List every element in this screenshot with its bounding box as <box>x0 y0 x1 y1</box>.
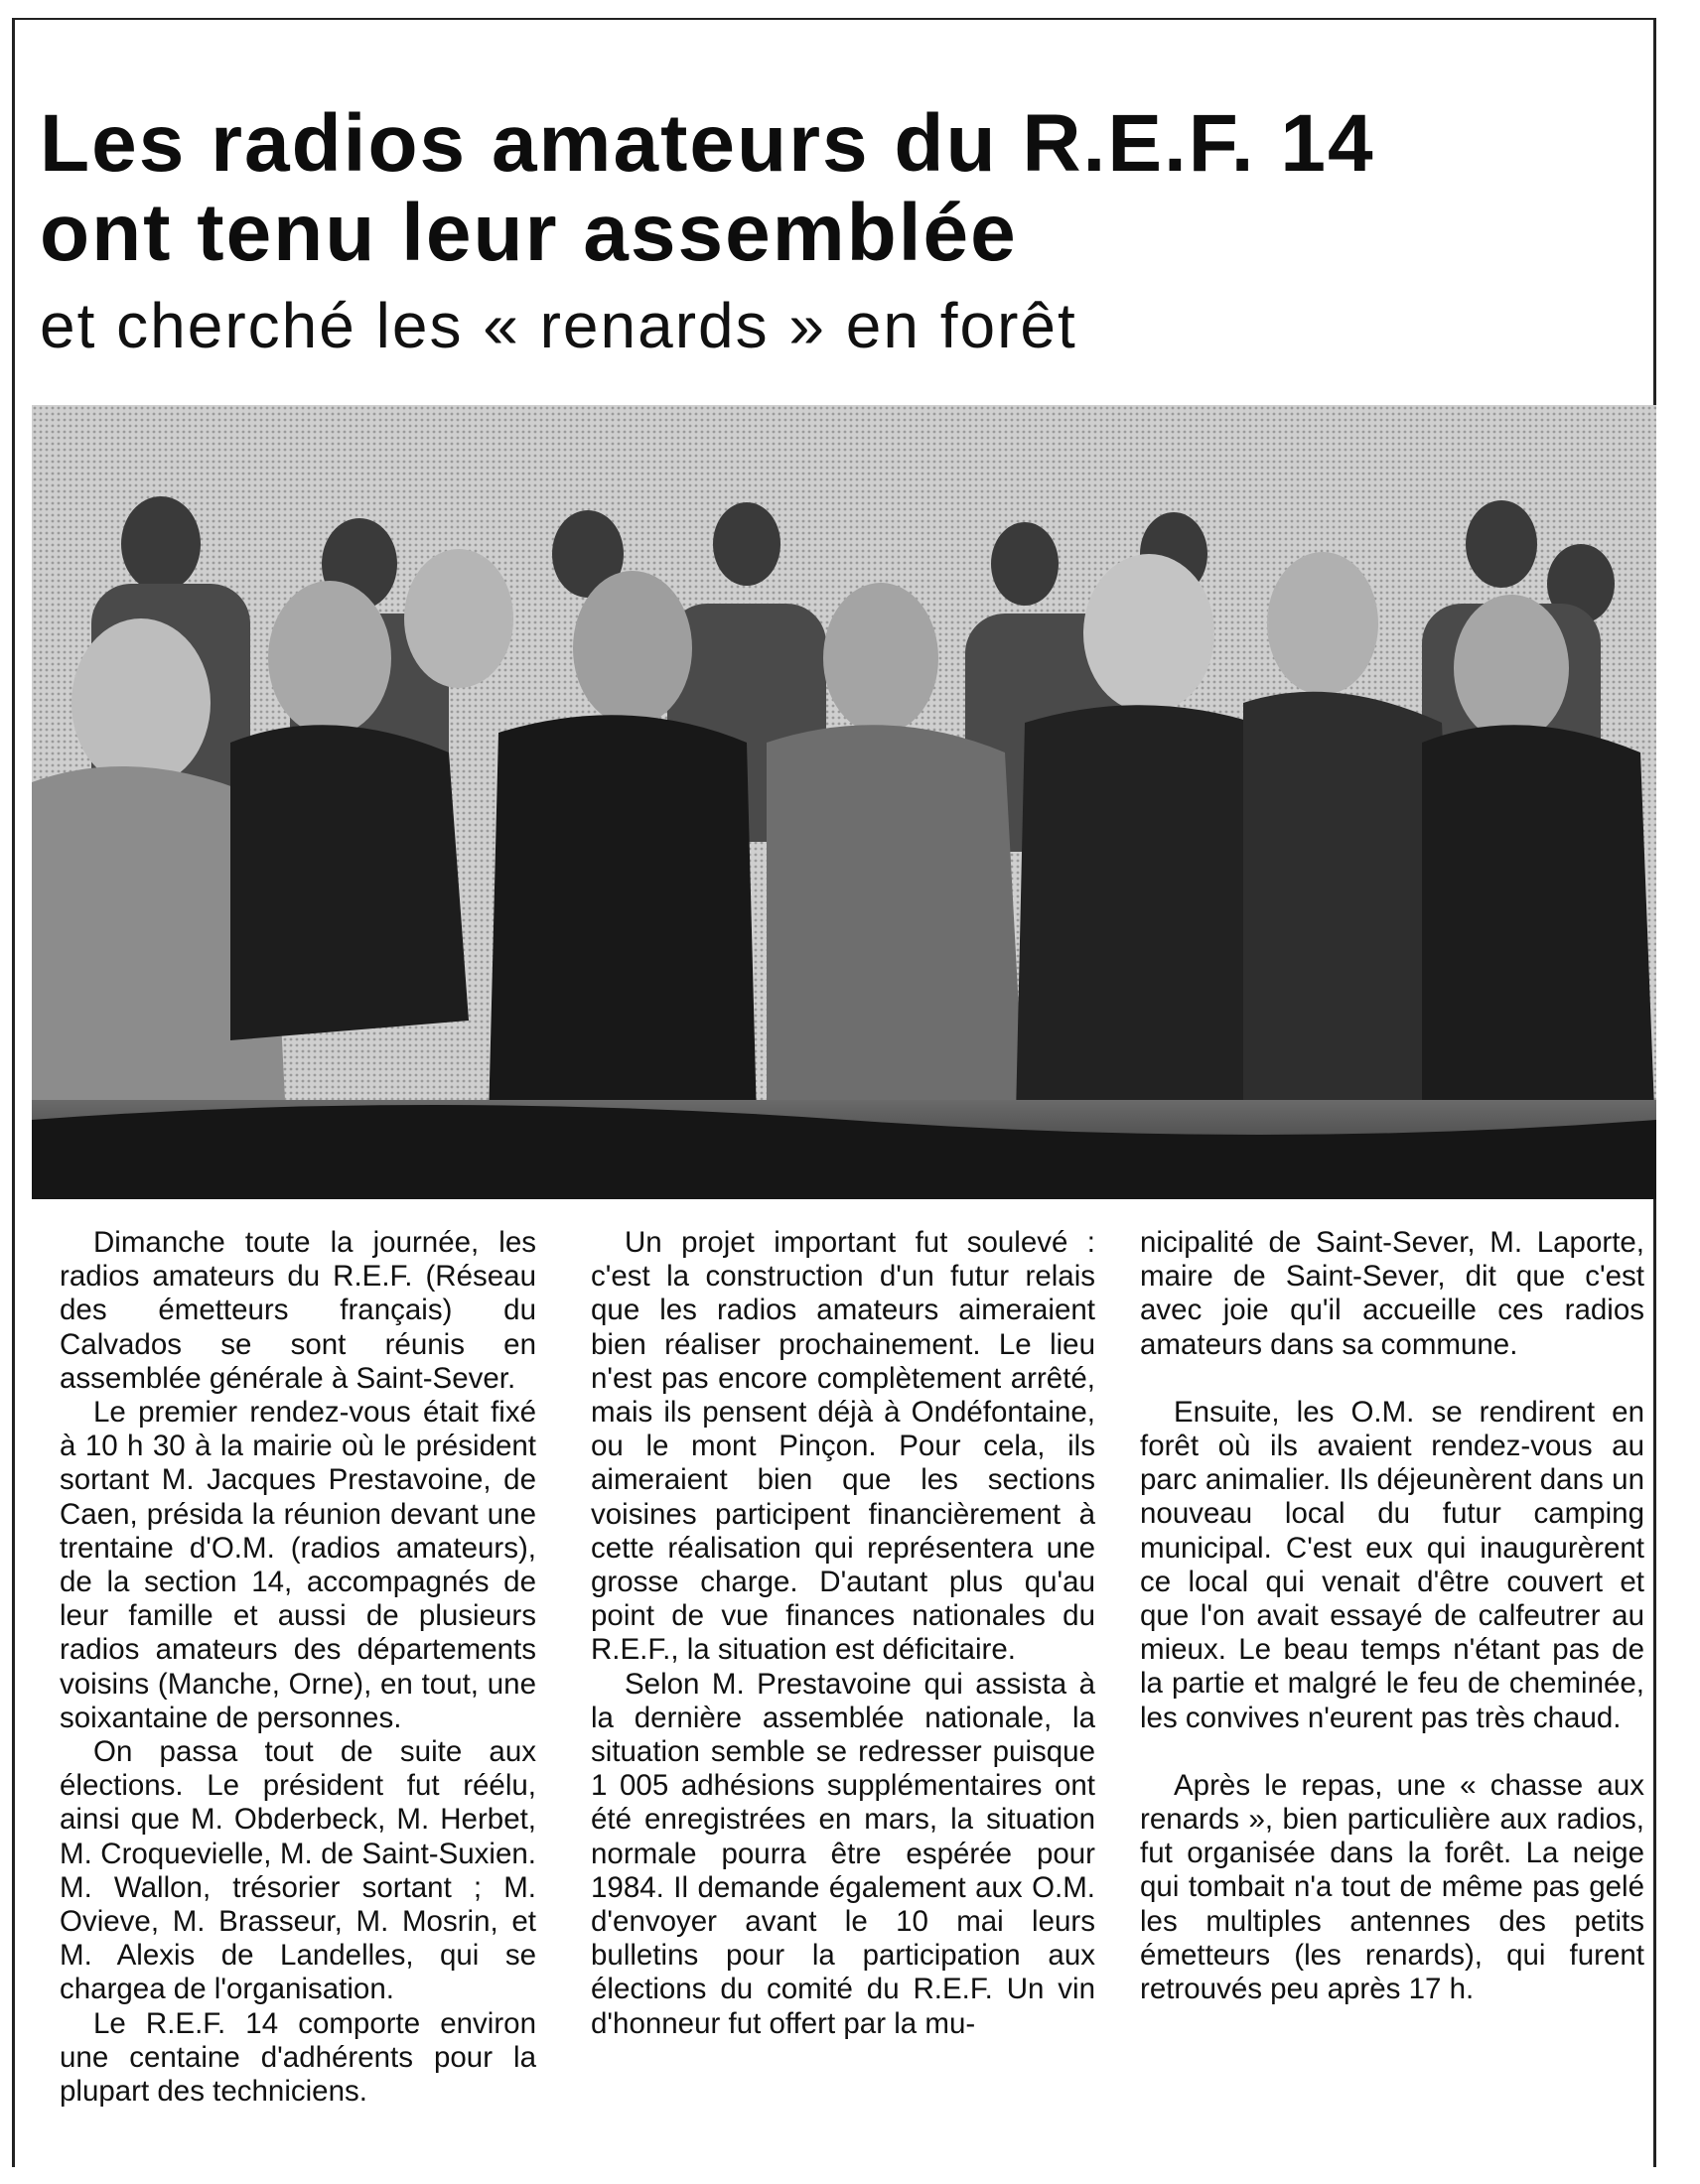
paragraph-8: Ensuite, les O.M. se rendirent en forêt où ils avaient rendez-vous au parc animalier. Ils déjeunèrent dans un nouveau local du futur camping municipal. C'est eux qui inaugurèrent ce local qui venait d'être couvert et que l'on avait essayé de calfeutrer au mieux. Le beau temps n'étant pas de la partie et malgré le feu de cheminée, les convives n'eurent pas très chaud. <box>1140 1395 1644 1734</box>
article-column-3 <box>1140 1226 1644 2006</box>
paragraph-3: On passa tout de suite aux élections. Le président fut réélu, ainsi que M. Obderbeck, M. Herbet, M. Croquevielle, M. de Saint-Suxien. M. Wallon, trésorier sortant ; M. Ovieve, M. Brasseur, M. Mosrin, et M. Alexis de Landelles, qui se chargea de l'organisation. <box>60 1735 536 2006</box>
paragraph-9: Après le repas, une « chasse aux renards », bien particulière aux radios, fut organisée dans la forêt. La neige qui tombait n'a tout de même pas gelé les multiples antennes des petits émetteurs (les renards), qui furent retrouvés peu après 17 h. <box>1140 1768 1644 2006</box>
article-column-1 <box>60 1226 536 2109</box>
paragraph-5: Un projet important fut soulevé : c'est la construction d'un futur relais que les radios amateurs aimeraient bien réaliser prochainement. Le lieu n'est pas encore complètement arrêté, mais ils pensent déjà à Ondéfontaine, ou le mont Pinçon. Pour cela, ils aimeraient bien que les sections voisines participent financièrement à cette réalisation qui représentera une grosse charge. D'autant plus qu'au point de vue finances nationales du R.E.F., la situation est déficitaire. <box>591 1226 1095 1667</box>
headline-line-1: Les radios amateurs du R.E.F. 14 <box>40 98 1375 189</box>
paragraph-4: Le R.E.F. 14 comporte environ une centaine d'adhérents pour la plupart des techniciens. <box>60 2006 536 2109</box>
paragraph-7: nicipalité de Saint-Sever, M. Laporte, maire de Saint-Sever, dit que c'est avec joie qu'il accueille ces radios amateurs dans sa commune. <box>1140 1226 1644 1361</box>
group-photo <box>32 405 1656 1199</box>
paragraph-1: Dimanche toute la journée, les radios amateurs du R.E.F. (Réseau des émetteurs français) du Calvados se sont réunis en assemblée générale à Saint-Sever. <box>60 1226 536 1395</box>
headline <box>40 99 1375 278</box>
paragraph-6: Selon M. Prestavoine qui assista à la dernière assemblée nationale, la situation semble se redresser puisque 1 005 adhésions supplémentaires ont été enregistrées en mars, la situation normale pourra être espérée pour 1984. Il demande également aux O.M. d'envoyer avant le 10 mai leurs bulletins pour la participation aux élections du comité du R.E.F. Un vin d'honneur fut offert par la mu- <box>591 1667 1095 2040</box>
headline-line-2: ont tenu leur assemblée <box>40 188 1018 278</box>
paragraph-2: Le premier rendez-vous était fixé à 10 h 30 à la mairie où le président sortant M. Jacques Prestavoine, de Caen, présida la réunion devant une trentaine d'O.M. (radios amateurs), de la section 14, accompagnés de leur famille et aussi de plusieurs radios amateurs des départements voisins (Manche, Orne), en tout, une soixantaine de personnes. <box>60 1396 536 1734</box>
article-column-2 <box>591 1226 1095 2041</box>
subheadline: et cherché les « renards » en forêt <box>40 290 1077 361</box>
